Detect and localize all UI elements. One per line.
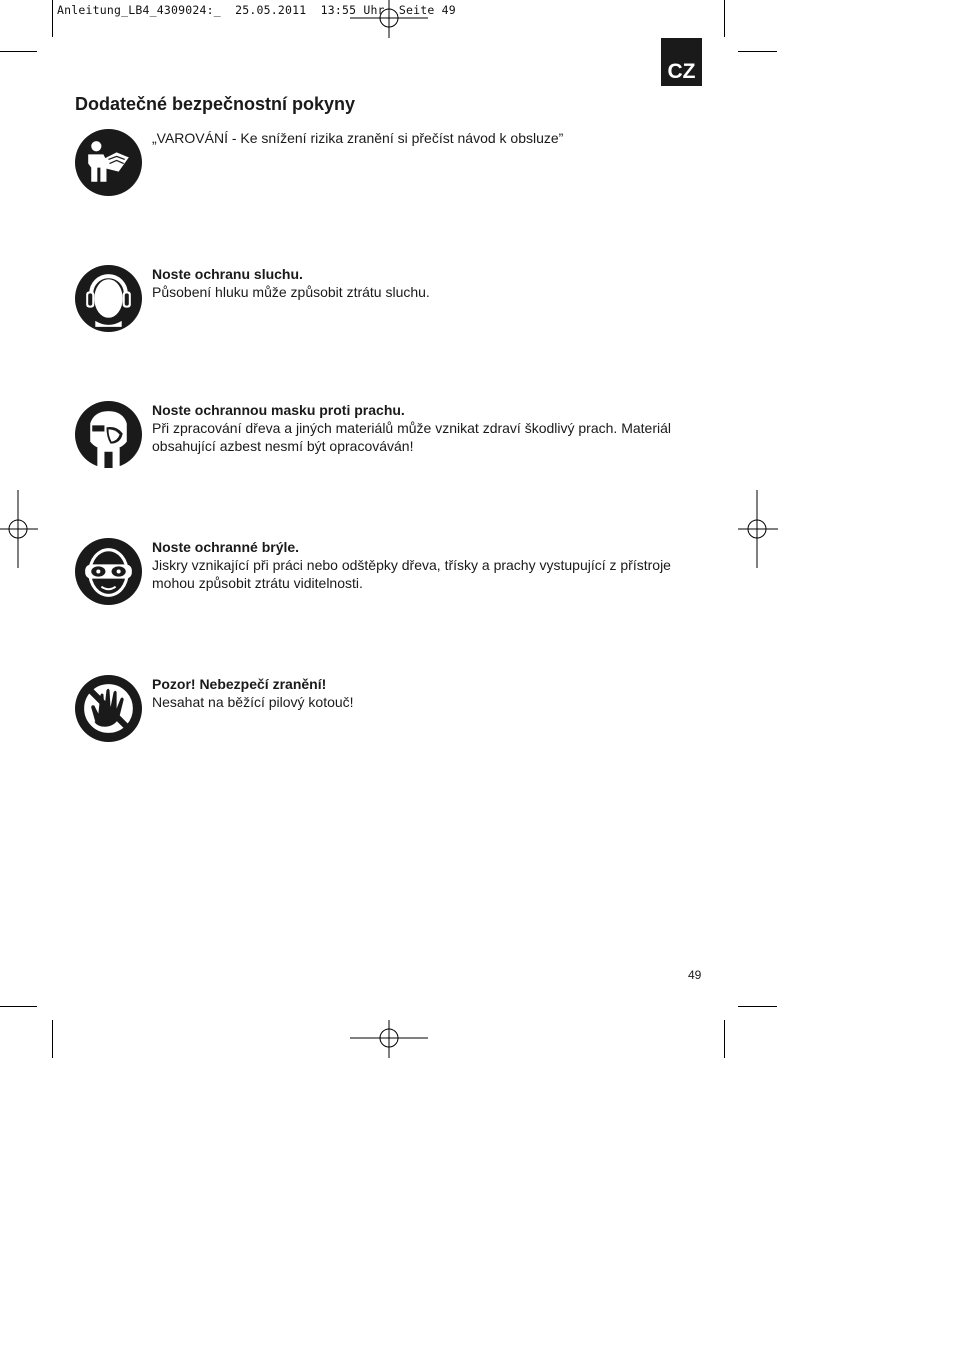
warning-text: Působení hluku může způsobit ztrátu sluchu. — [152, 284, 430, 300]
crop-mark — [738, 1006, 777, 1007]
warning-heading: Noste ochrannou masku proti prachu. — [152, 402, 405, 418]
crop-mark — [724, 1020, 725, 1058]
crop-mark — [724, 0, 725, 37]
registration-mark-bottom — [350, 1020, 428, 1058]
registration-mark-left — [0, 490, 38, 568]
read-manual-icon — [75, 129, 142, 196]
print-header: Anleitung_LB4_4309024:_ 25.05.2011 13:55 Uhr Seite 49 — [57, 3, 456, 17]
registration-mark-top — [350, 0, 428, 38]
warning-dust-mask — [152, 401, 692, 455]
language-badge: CZ — [661, 38, 702, 86]
warning-heading: Pozor! Nebezpečí zranění! — [152, 676, 327, 692]
crop-mark — [0, 1006, 37, 1007]
warning-ear-protection — [152, 265, 692, 301]
dust-mask-icon — [75, 401, 142, 468]
page-number: 49 — [688, 968, 702, 982]
warning-text: Nesahat na běžící pilový kotouč! — [152, 694, 354, 710]
no-touch-icon — [75, 675, 142, 742]
safety-goggles-icon — [75, 538, 142, 605]
warning-text: „VAROVÁNÍ - Ke snížení rizika zranění si přečíst návod k obsluze” — [152, 130, 564, 146]
crop-mark — [738, 51, 777, 52]
page-title: Dodatečné bezpečnostní pokyny — [75, 94, 356, 114]
warning-no-touch — [152, 675, 692, 711]
warning-read-manual — [152, 129, 692, 147]
warning-heading: Noste ochranné brýle. — [152, 539, 300, 555]
crop-mark — [52, 1020, 53, 1058]
warning-heading: Noste ochranu sluchu. — [152, 266, 303, 282]
crop-mark — [0, 51, 37, 52]
registration-mark-right — [738, 490, 778, 568]
warning-text: Jiskry vznikající při práci nebo odštěpky dřeva, třísky a prachy vystupující z přístroje mohou způsobit ztrátu viditelnosti. — [152, 557, 671, 591]
warning-text: Při zpracování dřeva a jiných materiálů může vznikat zdraví škodlivý prach. Materiál obsahující azbest nesmí být opracováván! — [152, 420, 671, 454]
ear-protection-icon — [75, 265, 142, 332]
crop-mark — [52, 0, 53, 37]
warning-safety-goggles — [152, 538, 692, 592]
